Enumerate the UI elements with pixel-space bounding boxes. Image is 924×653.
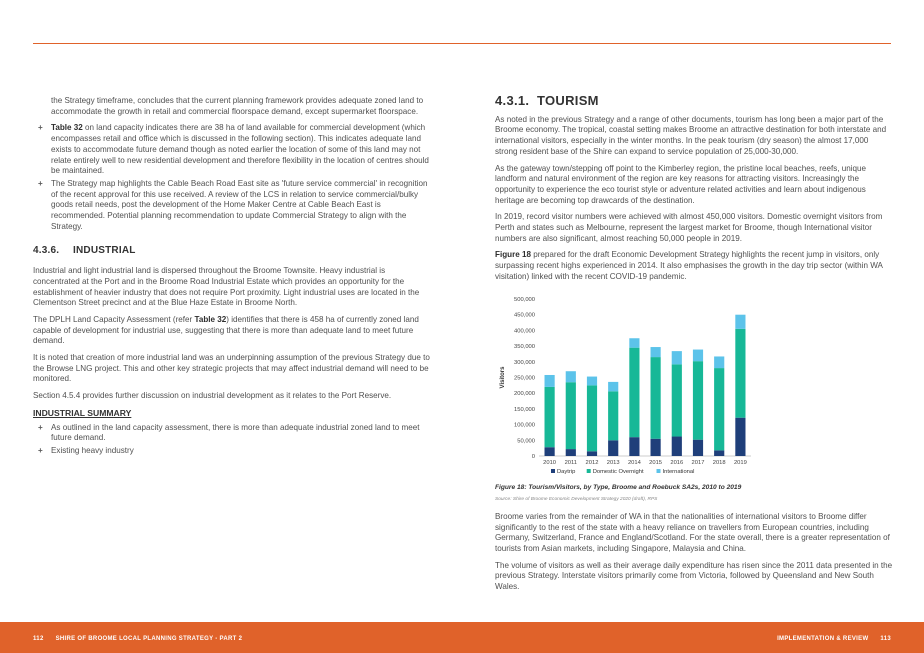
y-axis-label: Visitors	[500, 366, 506, 388]
bar-domestic-overnight	[693, 361, 703, 440]
paragraph: In 2019, record visitor numbers were achieved with almost 450,000 visitors. Domestic overnight visitors from Perth and states such as Melbourne, represent the largest market for Broome, though International visitor numbers are also significant, almost reaching 50,000 people in 2019.	[495, 212, 883, 243]
top-rule	[33, 43, 891, 44]
figure-source: Source: Shire of Broome Economic Development Strategy 2020 (draft), RPS	[495, 497, 658, 503]
visitors-chart-svg	[495, 289, 795, 477]
x-tick-label: 2010	[543, 459, 557, 466]
bar-domestic-overnight	[651, 357, 661, 439]
plus-bullet-icon: +	[38, 422, 43, 432]
bar-domestic-overnight	[735, 328, 745, 417]
bullet-text: The Strategy map highlights the Cable Beach Road East site as 'future service commercial' in recognition of the recent approval for this use received. A review of the LCS in relation to service commercial/bulky goods retail needs, post the development of the Home Maker Centre at Cable Beach East is recommended. Potential planning recommendation to update Commercial Strategy to align with the Strategy.	[51, 178, 428, 231]
bar-daytrip	[608, 440, 618, 456]
bar-daytrip	[672, 436, 682, 455]
bar-domestic-overnight	[629, 347, 639, 436]
y-tick-label: 500,000	[514, 296, 535, 303]
document-title: SHIRE OF BROOME LOCAL PLANNING STRATEGY - PART 2	[55, 636, 243, 642]
bar-international	[608, 381, 618, 390]
paragraph	[33, 315, 431, 347]
legend-label: International	[662, 468, 695, 475]
bar-daytrip	[693, 439, 703, 455]
y-tick-label: 150,000	[514, 406, 535, 413]
visitors-chart	[495, 289, 795, 477]
bullet-text: on land capacity indicates there are 38 ha of land available for commercial development (which encompasses retail and office which is discussed in the following section). This indicates adequate land exists to accommodate future demand though as noted earlier the location of some of this land may not relate entirely well to new residential development and therefore flexibility in the location of centres should be maintained.	[51, 123, 429, 176]
x-tick-label: 2012	[585, 459, 599, 466]
summary-bullet	[33, 446, 431, 457]
bar-daytrip	[651, 438, 661, 455]
legend-swatch	[587, 469, 591, 473]
bar-daytrip	[735, 417, 745, 455]
section-number: 4.3.6.	[33, 245, 60, 257]
left-column	[33, 96, 431, 459]
bar-international	[714, 356, 724, 368]
legend-label: Daytrip	[557, 468, 576, 475]
legend-swatch	[551, 469, 555, 473]
bar-domestic-overnight	[566, 382, 576, 449]
bullet-text: Existing heavy industry	[51, 445, 134, 455]
section-title: INDUSTRIAL	[73, 245, 136, 257]
bar-domestic-overnight	[608, 391, 618, 440]
paragraph-text: ) identifies that there is 458 ha of currently zoned land capable of development for industrial use, suggesting that there is more than adequate land to meet future demand.	[33, 314, 419, 346]
paragraph	[495, 250, 893, 282]
section-number: 4.3.1.	[495, 93, 530, 108]
x-tick-label: 2017	[691, 459, 705, 466]
table-reference: Table 32	[51, 123, 83, 133]
y-tick-label: 250,000	[514, 375, 535, 382]
paragraph: Section 4.5.4 provides further discussion on industrial development as it relates to the Port Reserve.	[33, 391, 392, 401]
plus-bullet-icon: +	[38, 123, 43, 133]
y-tick-label: 50,000	[517, 437, 535, 444]
bullet-item	[33, 123, 431, 177]
bar-international	[672, 351, 682, 364]
x-tick-label: 2018	[712, 459, 726, 466]
x-tick-label: 2015	[649, 459, 663, 466]
bullet-item	[33, 179, 431, 233]
section-label: IMPLEMENTATION & REVIEW	[777, 636, 869, 642]
paragraph: The volume of visitors as well as their average daily expenditure has risen since the 2011 data presented in the previous Strategy. Interstate visitors primarily come from Victoria, followed by Queensland and New South Wales.	[495, 560, 893, 592]
legend-swatch	[657, 469, 661, 473]
bar-daytrip	[545, 447, 555, 456]
page-number-left: 112	[33, 636, 44, 642]
right-column	[495, 93, 893, 599]
section-heading-tourism	[495, 93, 893, 108]
y-tick-label: 200,000	[514, 390, 535, 397]
x-tick-label: 2019	[733, 459, 747, 466]
bar-international	[693, 349, 703, 361]
bar-domestic-overnight	[672, 364, 682, 436]
y-tick-label: 450,000	[514, 312, 535, 319]
y-tick-label: 350,000	[514, 343, 535, 350]
bar-daytrip	[714, 450, 724, 456]
x-tick-label: 2013	[606, 459, 620, 466]
x-tick-label: 2014	[627, 459, 641, 466]
bar-international	[545, 375, 555, 387]
paragraph: Industrial and light industrial land is dispersed throughout the Broome Townsite. Heavy industrial is concentrated at the Port and in the Broome Road Industrial Estate which provides an opportunity for the establishment of heavier industry that does not require Port proximity. Light industrial uses are located in the Clementson Street precinct and at the Blue Haze Estate in Broome North.	[33, 266, 420, 308]
bar-daytrip	[587, 451, 597, 456]
y-tick-label: 100,000	[514, 422, 535, 429]
paragraph: Broome varies from the remainder of WA in that the nationalities of international visitors to Broome differ significantly to the rest of the state with a heavy reliance on travellers from European countries, including Germany, Switzerland, France and England/Scotland. For the state overall, there is a greater representation of tourists from Asian markets, including Singapore, Malaysia and China.	[495, 511, 890, 554]
bar-domestic-overnight	[714, 368, 724, 450]
table-reference: Table 32	[194, 314, 227, 324]
intro-paragraph: the Strategy timeframe, concludes that the current planning framework provides adequate zoned land to accommodate the growth in retail and commercial floorspace demand, except supermarket floorspace.	[51, 96, 424, 116]
footer-right	[777, 636, 891, 642]
y-tick-label: 400,000	[514, 327, 535, 334]
bar-domestic-overnight	[587, 385, 597, 451]
bar-daytrip	[566, 449, 576, 456]
section-heading-industrial	[33, 246, 431, 257]
bar-international	[566, 371, 576, 382]
paragraph: It is noted that creation of more industrial land was an underpinning assumption of the previous Strategy due to the Browse LNG project. This and other key strategic projects that may affect industrial demand will need to be monitored.	[33, 353, 430, 384]
y-tick-label: 300,000	[514, 359, 535, 366]
footer-left	[33, 636, 242, 642]
page-number-right: 113	[880, 636, 891, 642]
legend-label: Domestic Overnight	[592, 468, 644, 475]
plus-bullet-icon: +	[38, 178, 43, 188]
section-title: TOURISM	[537, 93, 599, 108]
bar-international	[629, 338, 639, 347]
bullet-text: As outlined in the land capacity assessment, there is more than adequate industrial zoned land to meet future demand.	[51, 422, 420, 443]
bar-domestic-overnight	[545, 386, 555, 446]
plus-bullet-icon: +	[38, 445, 43, 455]
paragraph: As noted in the previous Strategy and a range of other documents, tourism has long been a major part of the Broome economy. The tropical, coastal setting makes Broome an attractive destination for both interstate and international visitors, especially in the winter months. In the peak tourism (dry season) the almost 17,000 strong resident base of the Shire can expand to service population of 25,000-30,000.	[495, 114, 887, 156]
x-tick-label: 2016	[670, 459, 684, 466]
figure-caption: Figure 18: Tourism/Visitors, by Type, Broome and Roebuck SA2s, 2010 to 2019	[495, 483, 742, 491]
bar-international	[735, 314, 745, 328]
paragraph-text: The DPLH Land Capacity Assessment (refer	[33, 314, 195, 324]
y-tick-label: 0	[531, 453, 535, 460]
x-tick-label: 2011	[564, 459, 578, 466]
paragraph: As the gateway town/stepping off point to the Kimberley region, the pristine local beaches, reefs, unique landform and natural environment of the region are key reasons for attracting visitors. Increasingly the opportunity to experience the eco tourist style or adventure related activities and learn about indigenous heritage are becoming top drawcards of the destination.	[495, 163, 867, 205]
summary-bullet	[33, 423, 431, 444]
bar-daytrip	[629, 437, 639, 456]
bar-international	[587, 376, 597, 385]
figure-reference: Figure 18	[495, 250, 531, 260]
bar-international	[651, 347, 661, 357]
industrial-summary-heading: INDUSTRIAL SUMMARY	[33, 407, 132, 418]
paragraph-text: prepared for the draft Economic Development Strategy highlights the recent jump in visitors, only surpassing recent highs experienced in 2014. It also emphasises the growth in the day trip sector (within WA visitation) linked with the recent COVID-19 pandemic.	[495, 250, 883, 281]
